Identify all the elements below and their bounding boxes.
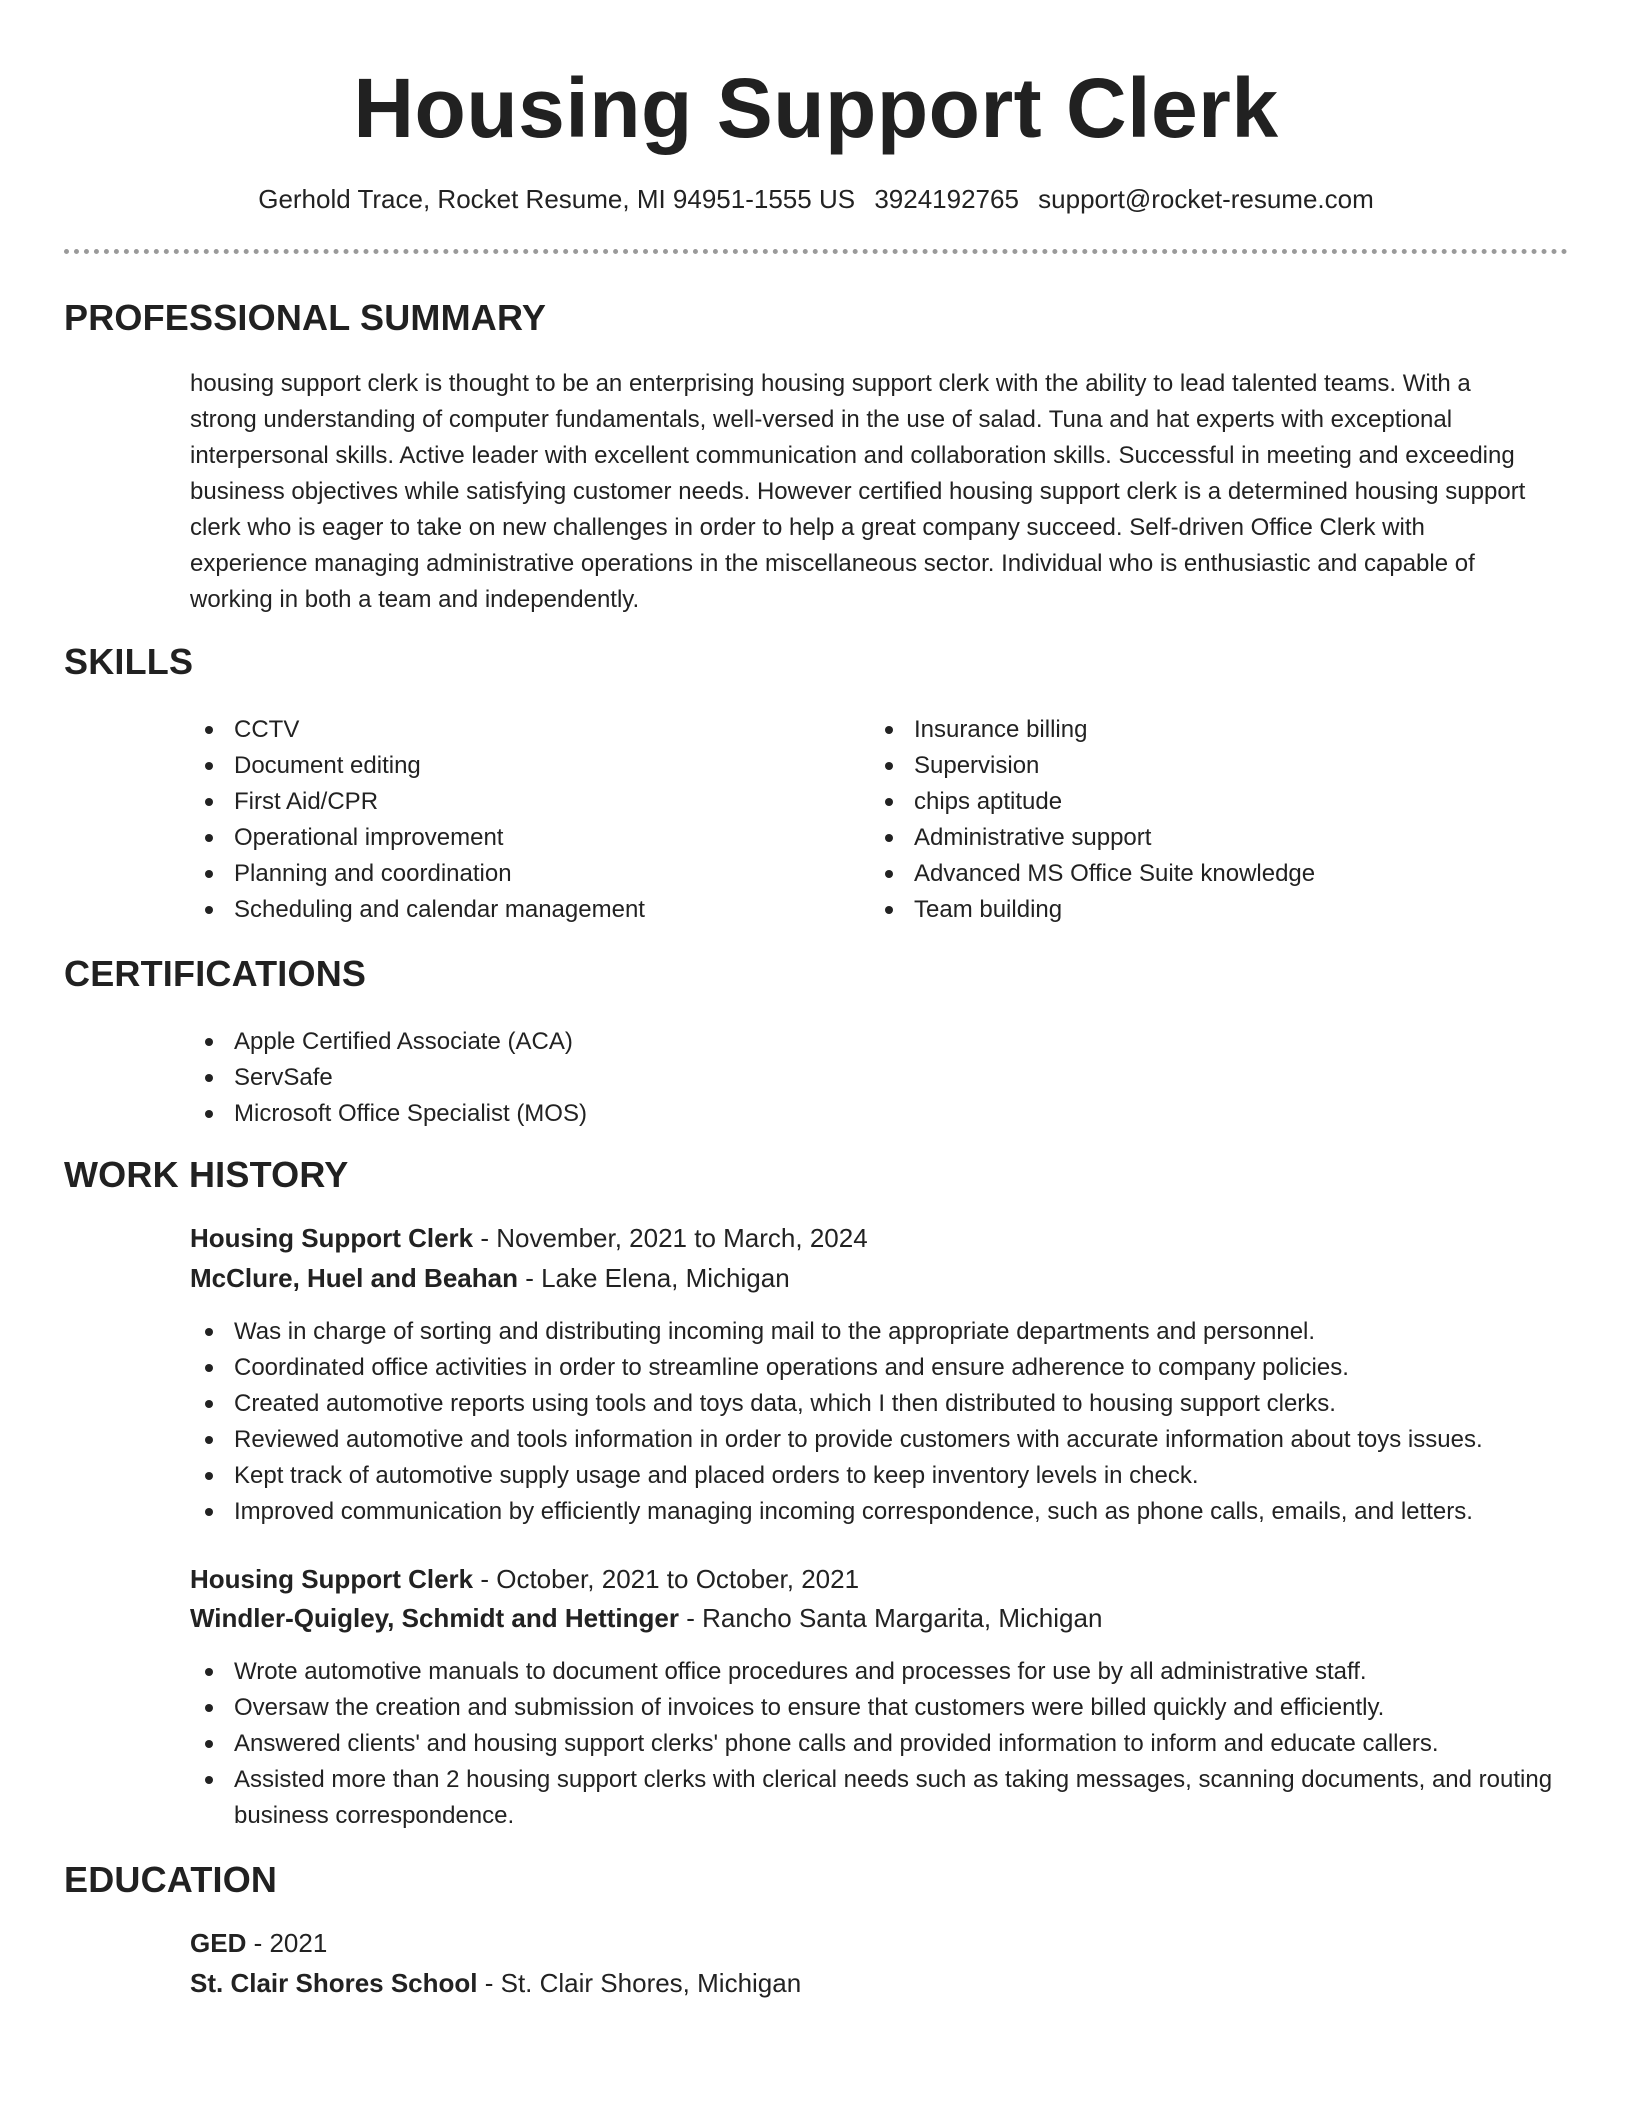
duty-item: Was in charge of sorting and distributing incoming mail to the appropriate departments and personnel. bbox=[190, 1314, 1560, 1350]
skill-item: First Aid/CPR bbox=[190, 784, 830, 820]
duty-item: Coordinated office activities in order to streamline operations and ensure adherence to company policies. bbox=[190, 1350, 1560, 1386]
certifications-heading: CERTIFICATIONS bbox=[64, 953, 367, 994]
job-1-dates: - November, 2021 to March, 2024 bbox=[473, 1223, 868, 1253]
skill-item: Planning and coordination bbox=[190, 856, 830, 892]
job-1-title: Housing Support Clerk bbox=[190, 1223, 474, 1253]
education-year: - 2021 bbox=[246, 1928, 328, 1958]
certification-item: Apple Certified Associate (ACA) bbox=[190, 1024, 990, 1060]
job-2-duties bbox=[190, 1654, 1560, 1834]
job-2-title-line bbox=[190, 1561, 859, 1597]
summary-heading: PROFESSIONAL SUMMARY bbox=[64, 297, 547, 338]
job-2-title: Housing Support Clerk bbox=[190, 1564, 474, 1594]
certifications-list bbox=[190, 1024, 990, 1132]
job-1-title-line bbox=[190, 1220, 868, 1256]
job-2-company-line bbox=[190, 1600, 1102, 1636]
skill-item: chips aptitude bbox=[870, 784, 1550, 820]
skill-item: Document editing bbox=[190, 748, 830, 784]
certification-item: Microsoft Office Specialist (MOS) bbox=[190, 1096, 990, 1132]
duty-item: Improved communication by efficiently managing incoming correspondence, such as phone calls, emails, and letters. bbox=[190, 1494, 1560, 1530]
certification-item: ServSafe bbox=[190, 1060, 990, 1096]
skill-item: Scheduling and calendar management bbox=[190, 892, 830, 928]
job-1-location: - Lake Elena, Michigan bbox=[517, 1263, 790, 1293]
skills-heading: SKILLS bbox=[64, 641, 194, 682]
duty-item: Reviewed automotive and tools information in order to provide customers with accurate information about toys issues. bbox=[190, 1422, 1560, 1458]
education-heading: EDUCATION bbox=[64, 1859, 278, 1900]
education-location: - St. Clair Shores, Michigan bbox=[477, 1968, 802, 1998]
skills-list-right bbox=[870, 712, 1550, 928]
candidate-name: Housing Support Clerk bbox=[353, 61, 1279, 155]
job-2-dates: - October, 2021 to October, 2021 bbox=[473, 1564, 860, 1594]
duty-item: Answered clients' and housing support clerks' phone calls and provided information to inform and educate callers. bbox=[190, 1726, 1560, 1762]
duty-item: Kept track of automotive supply usage and placed orders to keep inventory levels in check. bbox=[190, 1458, 1560, 1494]
skill-item: Advanced MS Office Suite knowledge bbox=[870, 856, 1550, 892]
job-2-company: Windler-Quigley, Schmidt and Hettinger bbox=[190, 1603, 679, 1633]
education-school-line bbox=[190, 1965, 801, 2001]
education-degree-line bbox=[190, 1925, 327, 1961]
education-degree: GED bbox=[190, 1928, 247, 1958]
contact-address: Gerhold Trace, Rocket Resume, MI 94951-1555 US bbox=[258, 184, 856, 214]
job-2-location: - Rancho Santa Margarita, Michigan bbox=[679, 1603, 1103, 1633]
skill-item: CCTV bbox=[190, 712, 830, 748]
skill-item: Supervision bbox=[870, 748, 1550, 784]
contact-email: support@rocket-resume.com bbox=[1038, 184, 1374, 214]
skill-item: Operational improvement bbox=[190, 820, 830, 856]
skill-item: Insurance billing bbox=[870, 712, 1550, 748]
duty-item: Assisted more than 2 housing support clerks with clerical needs such as taking messages, scanning documents, and routing business correspondence. bbox=[190, 1762, 1560, 1834]
header-divider bbox=[64, 249, 1568, 254]
job-1-company: McClure, Huel and Beahan bbox=[190, 1263, 518, 1293]
duty-item: Wrote automotive manuals to document office procedures and processes for use by all administrative staff. bbox=[190, 1654, 1560, 1690]
duty-item: Created automotive reports using tools and toys data, which I then distributed to housing support clerks. bbox=[190, 1386, 1560, 1422]
skill-item: Administrative support bbox=[870, 820, 1550, 856]
duty-item: Oversaw the creation and submission of invoices to ensure that customers were billed quickly and efficiently. bbox=[190, 1690, 1560, 1726]
job-1-company-line bbox=[190, 1260, 790, 1296]
summary-text: housing support clerk is thought to be an enterprising housing support clerk with the ability to lead talented teams. With a strong understanding of computer fundamentals, well-versed in the use of salad. Tuna and hat experts with exceptional interpersonal skills. Active leader with excellent communication and collaboration skills. Successful in meeting and exceeding business objectives while satisfying customer needs. However certified housing support clerk is a determined housing support clerk who is eager to take on new challenges in order to help a great company succeed. Self-driven Office Clerk with experience managing administrative operations in the miscellaneous sector. Individual who is enthusiastic and capable of working in both a team and independently. bbox=[190, 370, 1526, 613]
skills-list-left bbox=[190, 712, 830, 928]
job-1-duties bbox=[190, 1314, 1560, 1530]
work-history-heading: WORK HISTORY bbox=[64, 1154, 349, 1195]
contact-line bbox=[0, 182, 1632, 216]
skill-item: Team building bbox=[870, 892, 1550, 928]
education-school: St. Clair Shores School bbox=[190, 1968, 478, 1998]
contact-phone: 3924192765 bbox=[874, 184, 1019, 214]
